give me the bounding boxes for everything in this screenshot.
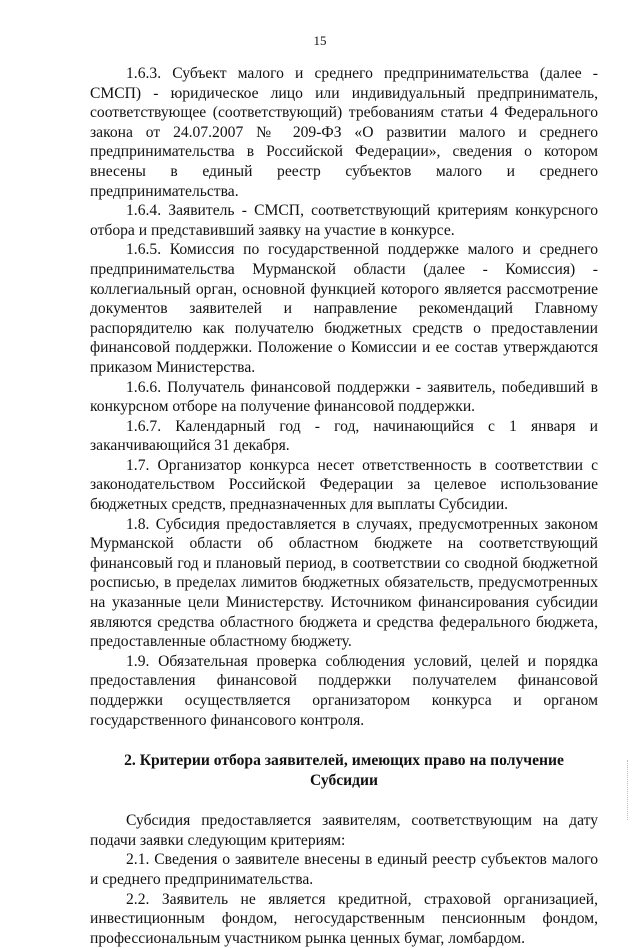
section-2-heading-line-1: 2. Критерии отбора заявителей, имеющих право на получение [124,752,564,770]
paragraph-2-2: 2.2. Заявитель не является кредитной, страховой организацией, инвестиционным фондом, негосударственным пенсионным фондом, профессиональным участником рынка ценных бумаг, ломбардом. [90,890,598,947]
paragraph-1-6-4: 1.6.4. Заявитель - СМСП, соответствующий критериям конкурсного отбора и представивший заявку на участие в конкурсе. [90,202,598,239]
paragraph-1-7: 1.7. Организатор конкурса несет ответственность в соответствии с законодательством Российской Федерации за целевое использование бюджетных средств, предназначенных для выплаты Субсидии. [90,456,598,514]
page-number: 15 [313,33,327,48]
paragraph-1-6-7: 1.6.7. Календарный год - год, начинающийся с 1 января и заканчивающийся 31 декабря. [90,417,598,455]
section-2-heading [90,751,598,791]
paragraph-1-6-3: 1.6.3. Субъект малого и среднего предпринимательства (далее - СМСП) - юридическое лицо или индивидуальный предприниматель, соответствующее (соответствующий) требованиям статьи 4 Федерального закона от 24.07.2007 № 209-ФЗ «О развитии малого и среднего предпринимательства в Российской Федерации», сведения о котором внесены в единый реестр субъектов малого и среднего предпринимательства. [90,65,598,200]
document-body [90,64,598,948]
paragraph-2-1: 2.1. Сведения о заявителе внесены в единый реестр субъектов малого и среднего предпринимательства. [90,851,598,888]
paragraph-1-6-5: 1.6.5. Комиссия по государственной поддержке малого и среднего предпринимательства Мурманской области (далее - Комиссия) - коллегиальный орган, основной функцией которого является рассмотрение документов заявителей и направление рекомендаций Главному распорядителю как получателю бюджетных средств о предоставлении финансовой поддержки. Положение о Комиссии и ее состав утверждаются приказом Министерства. [90,241,598,376]
paragraph-1-8: 1.8. Субсидия предоставляется в случаях, предусмотренных законом Мурманской области об областном бюджете на соответствующий финансовый год и плановый период, в соответствии со сводной бюджетной росписью, в пределах лимитов бюджетных обязательств, предусмотренных на указанные цели Министерству. Источником финансирования субсидии являются средства областного бюджета и средства федерального бюджета, предоставленные областному бюджету. [90,515,598,651]
section-2-heading-line-2: Субсидии [309,772,379,790]
paragraph-1-9: 1.9. Обязательная проверка соблюдения условий, целей и порядка предоставления финансовой поддержки получателем финансовой поддержки осуществляется организатором конкурса и органом государственного финансового контроля. [90,652,598,729]
section-2-intro: Субсидия предоставляется заявителям, соответствующим на дату подачи заявки следующим критериям: [90,812,598,849]
scan-edge-mark [627,760,634,820]
paragraph-1-6-6: 1.6.6. Получатель финансовой поддержки - заявитель, победивший в конкурсном отборе на получение финансовой поддержки. [90,378,598,416]
